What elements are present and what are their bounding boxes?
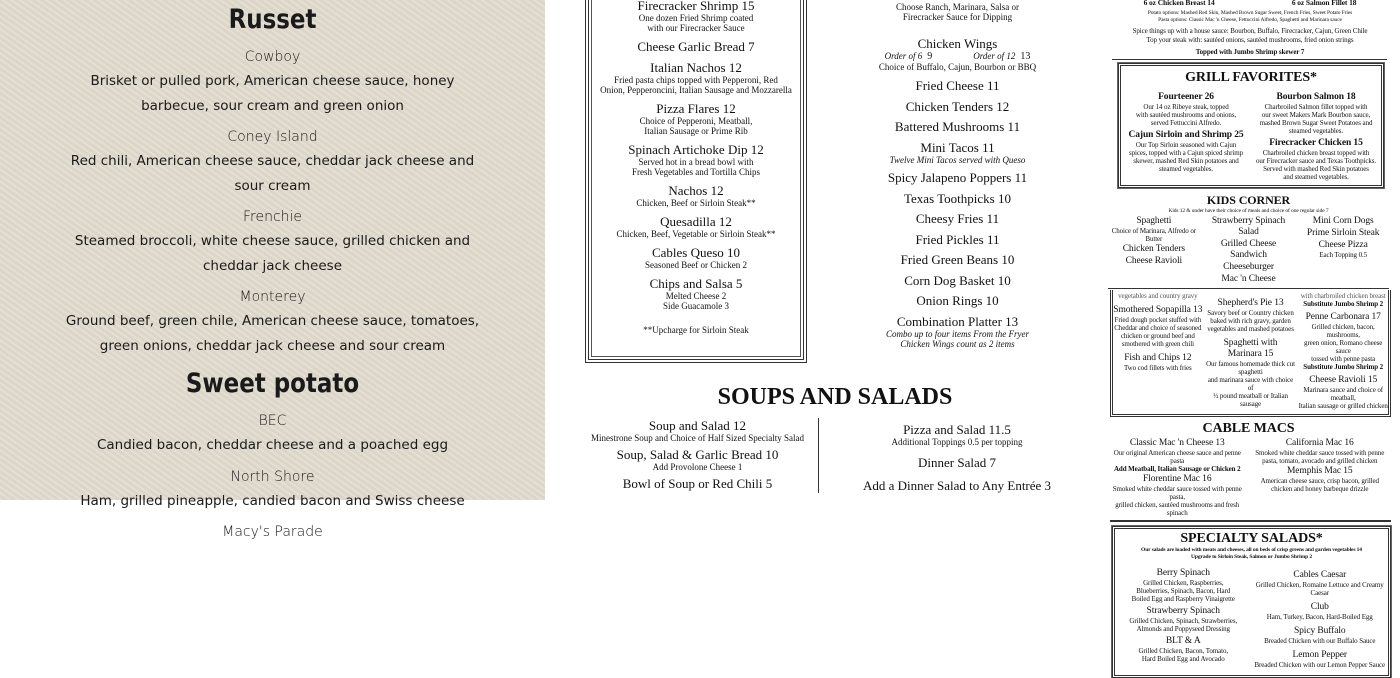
item-desc: Smoked white cheddar sauce tossed with penne — [1255, 449, 1385, 457]
menu-item-texas-toothpicks-10 — [830, 191, 1085, 206]
item-desc: Ham, grilled pineapple, candied bacon and Swiss cheese — [80, 492, 465, 509]
menu-item-cables-caesar — [1254, 570, 1387, 597]
item-name: Cheese Garlic Bread 7 — [637, 39, 755, 54]
item-name: Strawberry Spinach — [1146, 606, 1220, 616]
item-name: Cheeseburger — [1223, 262, 1274, 272]
item-desc: Grilled Chicken, Raspberries, — [1143, 579, 1224, 587]
item-desc: Fried pasta chips topped with Pepperoni, Red — [614, 75, 778, 85]
item-name: Fried Cheese 11 — [915, 78, 1000, 93]
menu-item-california-mac-16 — [1251, 438, 1390, 465]
item-desc: with charbroiled chicken breast — [1300, 292, 1386, 300]
wings-option-price: 13 — [1020, 51, 1031, 62]
kids-column — [1297, 215, 1389, 285]
item-desc: our sweet Makers Mark Bourbon sauce, — [1261, 111, 1371, 119]
menu-item-soup-and-salad-12 — [580, 418, 815, 443]
item-desc: Chicken, Beef, Vegetable or Sirloin Steak** — [616, 229, 776, 239]
item-name: BLT & A — [1165, 636, 1201, 646]
item-desc: Each Topping 0.5 — [1319, 251, 1368, 259]
section-title-sweet-potato: Sweet potato — [185, 368, 360, 399]
item-extra: Substitute Jumbo Shrimp 2 — [1303, 300, 1384, 308]
item-name: Pizza and Salad 11.5 — [903, 422, 1011, 437]
menu-item-fried-pickles-11 — [830, 232, 1085, 247]
item-name: Spicy Buffalo — [1293, 626, 1346, 636]
menu-item-fried-cheese-11 — [830, 78, 1085, 93]
menu-item-penne-carbonara-17 — [1298, 312, 1388, 371]
section-title-russet: Russet — [228, 4, 317, 35]
wings-option-label: Order of 6 — [884, 51, 923, 61]
salads-upgrade-note: Upgrade to Sirloin Steak, Salmon or Jumbo Shrimp 2 — [1191, 554, 1312, 560]
menu-item-spaghetti-with-marinara-15 — [1206, 338, 1296, 408]
item-desc: Marinara sauce and choice of meatball, — [1303, 386, 1383, 402]
menu-item-italian-nachos-12 — [592, 60, 800, 95]
item-name: Battered Mushrooms 11 — [894, 119, 1021, 134]
item-name: Onion Rings 10 — [916, 293, 999, 308]
item-desc: Choice of Marinara, Alfredo or Butter — [1111, 227, 1196, 243]
soups-left-list — [580, 414, 815, 491]
item-name: Spicy Jalapeno Poppers 11 — [887, 170, 1028, 185]
item-desc: Two cod fillets with fries — [1123, 364, 1192, 372]
kids-note: Kids 12 & under have their choice of meals and choice of one regular side 7 — [1168, 208, 1329, 214]
item-desc: Our 14 oz Ribeye steak, topped — [1143, 103, 1229, 111]
item-name: Corn Dog Basket 10 — [904, 272, 1011, 288]
menu-item-bowl-of-soup-or-red-chili-5 — [580, 476, 815, 491]
item-desc: grilled chicken, sautéed mushrooms and fresh spinach — [1115, 501, 1240, 517]
menu-item-cheese-ravioli-15 — [1298, 375, 1388, 410]
item-desc: and marinara sauce with choice of — [1207, 376, 1294, 392]
item-desc: Our Top Sirloin seasoned with Cajun — [1135, 141, 1237, 149]
menu-item-cheese-ravioli — [1108, 256, 1200, 267]
menu-item-cheeseburger — [1203, 262, 1295, 273]
item-name: Fried Green Beans 10 — [900, 252, 1015, 267]
item-name-cowboy: Cowboy — [244, 49, 301, 65]
item-desc: Melted Cheese 2 — [665, 291, 727, 301]
item-desc: Charbroiled Salmon fillet topped with — [1264, 103, 1368, 111]
menu-item-chicken-tenders-12 — [830, 99, 1085, 114]
item-name: Cheese Ravioli 15 — [1309, 375, 1378, 385]
kids-column — [1108, 215, 1200, 285]
item-desc: Almonds and Poppyseed Dressing — [1136, 625, 1230, 633]
menu-item-berry-spinach — [1117, 568, 1250, 603]
item-name: Cheese Pizza — [1318, 240, 1368, 250]
item-name: Quesadilla 12 — [660, 214, 732, 229]
menu-item-combination-platter-13 — [830, 314, 1085, 349]
item-desc: Brisket or pulled pork, American cheese sauce, honey barbecue, sour cream and green onion — [90, 73, 455, 114]
specialty-salads-title: SPECIALTY SALADS* — [1180, 531, 1323, 546]
menu-item-fish-and-chips-12 — [1113, 353, 1203, 372]
item-name: Grilled Cheese Sandwich — [1220, 239, 1277, 260]
item-desc: vegetables and country gravy — [1118, 292, 1198, 300]
item-desc: Steamed broccoli, white cheese sauce, grilled chicken and cheddar jack cheese — [74, 233, 471, 274]
cable-macs-right-column — [1251, 437, 1390, 517]
item-desc: Savory beef or Country chicken — [1207, 309, 1294, 317]
entrees-column-items — [1206, 298, 1296, 408]
item-desc: mashed Brown Sugar Sweet Potatoes and — [1259, 119, 1373, 127]
item-desc: Chicken Wings count as 2 items — [900, 338, 1015, 349]
item-desc: chicken and honey barbeque drizzle — [1271, 485, 1369, 493]
shrimp-skewer-addon: Topped with Jumbo Shrimp skewer 7 — [1195, 48, 1305, 56]
entrees-column-items — [1298, 312, 1388, 410]
item-name: California Mac 16 — [1285, 438, 1354, 448]
salads-right-column — [1254, 565, 1387, 669]
menu-item-grilled-cheese-sandwich — [1203, 239, 1295, 261]
entrees-column-items — [1113, 305, 1203, 372]
menu-item-firecracker-shrimp-15 — [592, 0, 800, 33]
menu-item-chips-and-salsa-5 — [592, 276, 800, 311]
item-desc: Fresh Vegetables and Tortilla Chips — [631, 167, 761, 177]
grill-favorites-title: GRILL FAVORITES* — [1185, 70, 1317, 85]
item-desc: Breaded Chicken with our Buffalo Sauce — [1264, 637, 1376, 645]
menu-item-cheese-garlic-bread-7 — [592, 39, 800, 54]
item-desc: chicken or ground beef and — [1120, 332, 1195, 340]
menu-item-spicy-buffalo — [1254, 626, 1387, 645]
item-desc: Breaded Chicken with our Lemon Pepper Sauce — [1254, 661, 1386, 669]
desc-line: Firecracker Sauce for Dipping — [902, 12, 1013, 22]
kids-columns — [1108, 215, 1389, 285]
menu-item-pizza-flares-12 — [592, 101, 800, 136]
item-name: Shepherd's Pie 13 — [1217, 298, 1284, 308]
item-desc: Minestrone Soup and Choice of Half Sized Specialty Salad — [591, 433, 804, 443]
appetizers-left-list — [592, 0, 800, 311]
item-name: Mini Tacos 11 — [920, 139, 995, 155]
item-name: Spaghetti — [1136, 216, 1172, 226]
menu-item-strawberry-spinach-salad — [1203, 216, 1295, 238]
kids-corner-section — [1108, 193, 1389, 285]
menu-item-shepherd-s-pie-13 — [1206, 298, 1296, 333]
item-name: Classic Mac 'n Cheese 13 — [1129, 438, 1225, 448]
item-desc: Ham, Turkey, Bacon, Hard-Boiled Egg — [1266, 613, 1373, 621]
item-name: Mini Corn Dogs — [1312, 216, 1374, 226]
item-name-monterey: Monterey — [239, 289, 306, 305]
item-desc: Ground beef, green chile, American cheese sauce, tomatoes, green onions, cheddar jack cheese and sour cream — [65, 313, 480, 354]
item-name: Berry Spinach — [1156, 568, 1210, 578]
item-name: Texas Toothpicks 10 — [904, 190, 1011, 206]
menu-item-cheesy-fries-11 — [830, 211, 1085, 226]
potato-options: Potato options: Mashed Red Skin, Mashed Brown Sugar Sweet, French Fries, Sweet Potato Fries — [1147, 10, 1353, 16]
grill-favorites-columns — [1123, 89, 1379, 181]
cable-macs-title: CABLE MACS — [1202, 421, 1295, 436]
menu-item-fried-green-beans-10 — [830, 252, 1085, 267]
item-desc: with our Firecracker Sauce — [647, 23, 745, 33]
pasta-options: Pasta options: Classic Mac 'n Cheese, Fettuccini Alfredo, Spaghetti and Marinara sauce — [1158, 17, 1342, 23]
salads-columns — [1117, 565, 1386, 669]
item-desc: Italian Sausage or Prime Rib — [644, 126, 748, 136]
menu-item-battered-mushrooms-11 — [830, 119, 1085, 134]
item-desc: Combo up to four items From the Fryer — [886, 328, 1029, 339]
menu-item-cables-queso-10 — [592, 245, 800, 270]
menu-item-bourbon-salmon-18 — [1253, 92, 1379, 135]
item-desc: Grilled Chicken, Bacon, Tomato, — [1138, 647, 1229, 655]
item-desc: Hard Boiled Egg and Avocado — [1141, 655, 1225, 663]
item-name: Club — [1310, 602, 1329, 612]
menu-item-lemon-pepper — [1254, 650, 1387, 669]
menu-item-strawberry-spinach — [1117, 606, 1250, 633]
menu-item-mini-corn-dogs — [1297, 216, 1389, 227]
item-desc: baked with rich gravy, garden — [1210, 317, 1291, 325]
item-name: Cajun Sirloin and Shrimp 25 — [1128, 130, 1244, 140]
menu-item-smothered-sopapilla-13 — [1113, 305, 1203, 348]
item-desc: Our original American cheese sauce and penne pasta — [1113, 449, 1241, 465]
item-name-frenchie: Frenchie — [242, 209, 303, 225]
entrees-box — [1110, 290, 1391, 417]
menu-item-fourteener-26 — [1123, 92, 1249, 127]
right-menu-panel — [1105, 0, 1395, 678]
item-name: Spinach Artichoke Dip 12 — [628, 142, 764, 157]
item-desc: Chicken, Beef or Sirloin Steak** — [636, 198, 756, 208]
salmon-fillet-option: 6 oz Salmon Fillet 18 — [1291, 0, 1357, 7]
menu-item-firecracker-chicken-15 — [1253, 138, 1379, 181]
item-name: Smothered Sopapilla 13 — [1113, 305, 1203, 315]
item-desc: Onion, Pepperoncini, Italian Sausage and Mozzarella — [600, 85, 792, 95]
menu-item-club — [1254, 602, 1387, 621]
item-name: Florentine Mac 16 — [1143, 474, 1212, 484]
item-desc: vegetables and mashed potatoes — [1207, 325, 1294, 333]
item-name: Combination Platter 13 — [896, 313, 1019, 329]
item-desc: Grilled chicken, bacon, mushrooms, — [1311, 323, 1375, 339]
item-name: Chicken Wings — [917, 36, 998, 51]
item-desc: with sautéed mushrooms and onions, — [1135, 111, 1237, 119]
item-desc: skewer, mashed Red Skin potatoes and — [1133, 157, 1239, 165]
item-name: Fourteener 26 — [1158, 92, 1214, 102]
item-name: Chicken Tenders — [1122, 244, 1185, 254]
item-desc: Twelve Mini Tacos served with Queso — [889, 154, 1026, 165]
soups-salads-title: SOUPS AND SALADS — [717, 384, 953, 410]
appetizers-box — [585, 0, 807, 363]
grill-options-header — [1105, 0, 1395, 57]
menu-item-add-a-dinner-salad-to-any-entr-e-3 — [822, 478, 1092, 493]
salads-note: Our salads are loaded with meats and cheeses, all on beds of crisp greens and garden vegetables 14 — [1141, 547, 1362, 553]
menu-item-chicken-wings — [830, 36, 1085, 72]
specialty-salads-box — [1112, 526, 1391, 678]
item-name: Fish and Chips 12 — [1124, 353, 1192, 363]
menu-item-chicken-tenders — [1108, 244, 1200, 255]
menu-item-blt-a — [1117, 636, 1250, 663]
entrees-column — [1298, 290, 1388, 410]
item-desc: Grilled Chicken, Spinach, Strawberries, — [1129, 617, 1238, 625]
kids-column — [1203, 215, 1295, 285]
item-name-bec: BEC — [258, 413, 287, 429]
item-extra: Substitute Jumbo Shrimp 2 — [1303, 363, 1384, 371]
item-name: Soup and Salad 12 — [648, 418, 747, 433]
item-name: Chicken Tenders 12 — [905, 98, 1010, 114]
item-name: Memphis Mac 15 — [1286, 466, 1353, 476]
menu-item-cheese-pizza — [1297, 240, 1389, 259]
item-desc: served Fettuccini Alfredo. — [1150, 119, 1222, 127]
item-desc: Choice of Buffalo, Cajun, Bourbon or BBQ — [878, 62, 1037, 72]
item-name: Cheese Ravioli — [1125, 256, 1183, 266]
item-desc: Cheddar and choice of seasoned — [1114, 324, 1202, 332]
item-name: Penne Carbonara 17 — [1305, 312, 1381, 322]
item-name: Italian Nachos 12 — [650, 60, 742, 75]
item-name: Chips and Salsa 5 — [649, 276, 743, 291]
item-name: Bowl of Soup or Red Chili 5 — [622, 476, 773, 491]
house-sauce-options: Spice things up with a house sauce: Bourbon, Buffalo, Firecracker, Cajun, Green Chile — [1132, 27, 1368, 35]
item-name-macy-s-parade: Macy's Parade — [222, 524, 323, 540]
menu-item-spicy-jalapeno-poppers-11 — [830, 170, 1085, 185]
menu-item-florentine-mac-16 — [1108, 474, 1247, 517]
item-name: Nachos 12 — [668, 183, 724, 198]
entrees-columns — [1113, 290, 1388, 410]
item-desc: Boiled Egg and Raspberry Vinaigrette — [1131, 595, 1235, 603]
item-name: Cables Queso 10 — [651, 245, 741, 260]
menu-item-mini-tacos-11 — [830, 140, 1085, 165]
item-name: Cheesy Fries 11 — [915, 211, 1000, 226]
item-desc: Side Guacamole 3 — [663, 301, 729, 311]
wings-options-row — [830, 51, 1085, 62]
cable-macs-section — [1108, 421, 1389, 517]
potato-menu-list — [0, 0, 545, 544]
grill-left-column — [1123, 89, 1249, 181]
menu-item-quesadilla-12 — [592, 214, 800, 239]
menu-item-nachos-12 — [592, 183, 800, 208]
wings-option-price: 9 — [927, 51, 933, 62]
item-name: Fried Pickles 11 — [915, 231, 1000, 247]
item-desc: Italian sausage or grilled chicken — [1298, 402, 1388, 410]
salads-left-column — [1117, 565, 1250, 669]
appetizers-right-items — [830, 78, 1085, 349]
menu-item-dinner-salad-7 — [822, 455, 1092, 470]
item-desc: tossed with penne pasta — [1311, 355, 1376, 363]
item-desc: Fried dough pocket stuffed with — [1114, 316, 1202, 324]
item-name: Cables Caesar — [1293, 570, 1347, 580]
potato-menu-panel — [0, 0, 545, 540]
item-name: Pizza Flares 12 — [656, 101, 736, 116]
item-desc: Served hot in a bread bowl with — [638, 157, 754, 167]
menu-item-classic-mac-n-cheese-13 — [1108, 438, 1247, 473]
grill-right-column — [1253, 89, 1379, 181]
divider — [1108, 288, 1389, 289]
item-name: Spaghetti with Marinara 15 — [1223, 338, 1278, 359]
item-name: Dinner Salad 7 — [918, 455, 996, 470]
menu-item-prime-sirloin-steak — [1297, 228, 1389, 239]
item-name: Firecracker Chicken 15 — [1269, 138, 1363, 148]
item-name-north-shore: North Shore — [230, 468, 315, 485]
appetizers-right-list — [830, 2, 1085, 354]
upcharge-footnote: **Upcharge for Sirloin Steak — [643, 325, 749, 335]
item-desc: Blueberries, Spinach, Bacon, Hard — [1136, 587, 1231, 595]
item-desc: Red chili, American cheese sauce, cheddar jack cheese and sour cream — [70, 153, 475, 194]
item-desc: and steamed vegetables. — [1283, 173, 1349, 181]
item-extra: Add Meatball, Italian Sausage or Chicken 2 — [1113, 465, 1241, 473]
item-desc: Additional Toppings 0.5 per topping — [891, 437, 1023, 447]
item-name: Lemon Pepper — [1292, 650, 1347, 660]
menu-item-cajun-sirloin-and-shrimp-25 — [1123, 130, 1249, 173]
item-desc: green onion, Romano cheese sauce — [1304, 339, 1383, 355]
item-desc: our Firecracker sauce and Texas Toothpicks. — [1255, 157, 1377, 165]
item-desc: Choice of Pepperoni, Meatball, — [639, 116, 753, 126]
protein-options-row — [1105, 0, 1395, 8]
item-desc: Add Provolone Cheese 1 — [652, 462, 743, 472]
grill-favorites-box — [1118, 63, 1384, 188]
item-name: Strawberry Spinach Salad — [1211, 216, 1286, 237]
item-name: Prime Sirloin Steak — [1306, 228, 1380, 238]
menu-item-soup-salad-garlic-bread-10 — [580, 447, 815, 472]
item-desc: Smoked white cheddar sauce tossed with penne pasta, — [1112, 485, 1242, 501]
item-desc: smothered with green chili — [1121, 340, 1194, 348]
desc-line: Choose Ranch, Marinara, Salsa or — [896, 2, 1019, 12]
divider — [1110, 520, 1391, 522]
item-name: Soup, Salad & Garlic Bread 10 — [616, 447, 779, 462]
menu-item-mac-n-cheese — [1203, 274, 1295, 285]
chicken-breast-option: 6 oz Chicken Breast 14 — [1143, 0, 1215, 7]
entrees-column — [1113, 290, 1203, 410]
item-desc: steamed vegetables. — [1288, 127, 1344, 135]
menu-item-spaghetti — [1108, 216, 1200, 243]
menu-item-onion-rings-10 — [830, 293, 1085, 308]
soups-right-list — [822, 414, 1092, 493]
item-desc: One dozen Fried Shrimp coated — [638, 13, 754, 23]
item-desc: spices, topped with a Cajun spiced shrimp — [1129, 149, 1243, 157]
soups-divider — [818, 418, 819, 493]
dipping-sauce-desc — [830, 2, 1085, 22]
item-desc: Our famous homemade thick cut spaghetti — [1206, 360, 1295, 376]
cable-macs-left-column — [1108, 437, 1247, 517]
entrees-column — [1206, 290, 1296, 410]
item-name: Add a Dinner Salad to Any Entrée 3 — [862, 478, 1052, 493]
item-name: Firecracker Shrimp 15 — [637, 0, 755, 13]
item-desc: Charbroiled chicken breast topped with — [1262, 149, 1370, 157]
item-desc: ½ pound meatball or Italian sausage — [1213, 392, 1288, 408]
divider — [1112, 59, 1387, 60]
item-desc: Candied bacon, cheddar cheese and a poached egg — [96, 437, 449, 453]
cable-macs-columns — [1108, 437, 1389, 517]
item-name: Mac 'n Cheese — [1221, 274, 1276, 284]
item-desc: pasta, tomato, avocado and grilled chicken — [1262, 457, 1378, 465]
menu-item-memphis-mac-15 — [1251, 466, 1390, 493]
steak-toppings: Top your steak with: sautéed onions, sautéed mushrooms, fried onion strings — [1146, 35, 1354, 44]
item-desc: American cheese sauce, crisp bacon, grilled — [1260, 477, 1379, 485]
wings-option-label: Order of 12 — [973, 51, 1016, 61]
item-name: Bourbon Salmon 18 — [1276, 92, 1356, 102]
menu-item-spinach-artichoke-dip-12 — [592, 142, 800, 177]
item-desc: Seasoned Beef or Chicken 2 — [645, 260, 747, 270]
item-desc: steamed vegetables. — [1158, 165, 1214, 173]
menu-item-pizza-and-salad-11-5 — [822, 422, 1092, 447]
kids-corner-title: KIDS CORNER — [1206, 193, 1291, 207]
item-name-coney-island: Coney Island — [227, 129, 318, 145]
menu-item-corn-dog-basket-10 — [830, 273, 1085, 288]
item-desc: Grilled Chicken, Romaine Lettuce and Creamy Caesar — [1255, 581, 1384, 597]
item-desc: Served with mashed Red Skin potatoes — [1263, 165, 1369, 173]
